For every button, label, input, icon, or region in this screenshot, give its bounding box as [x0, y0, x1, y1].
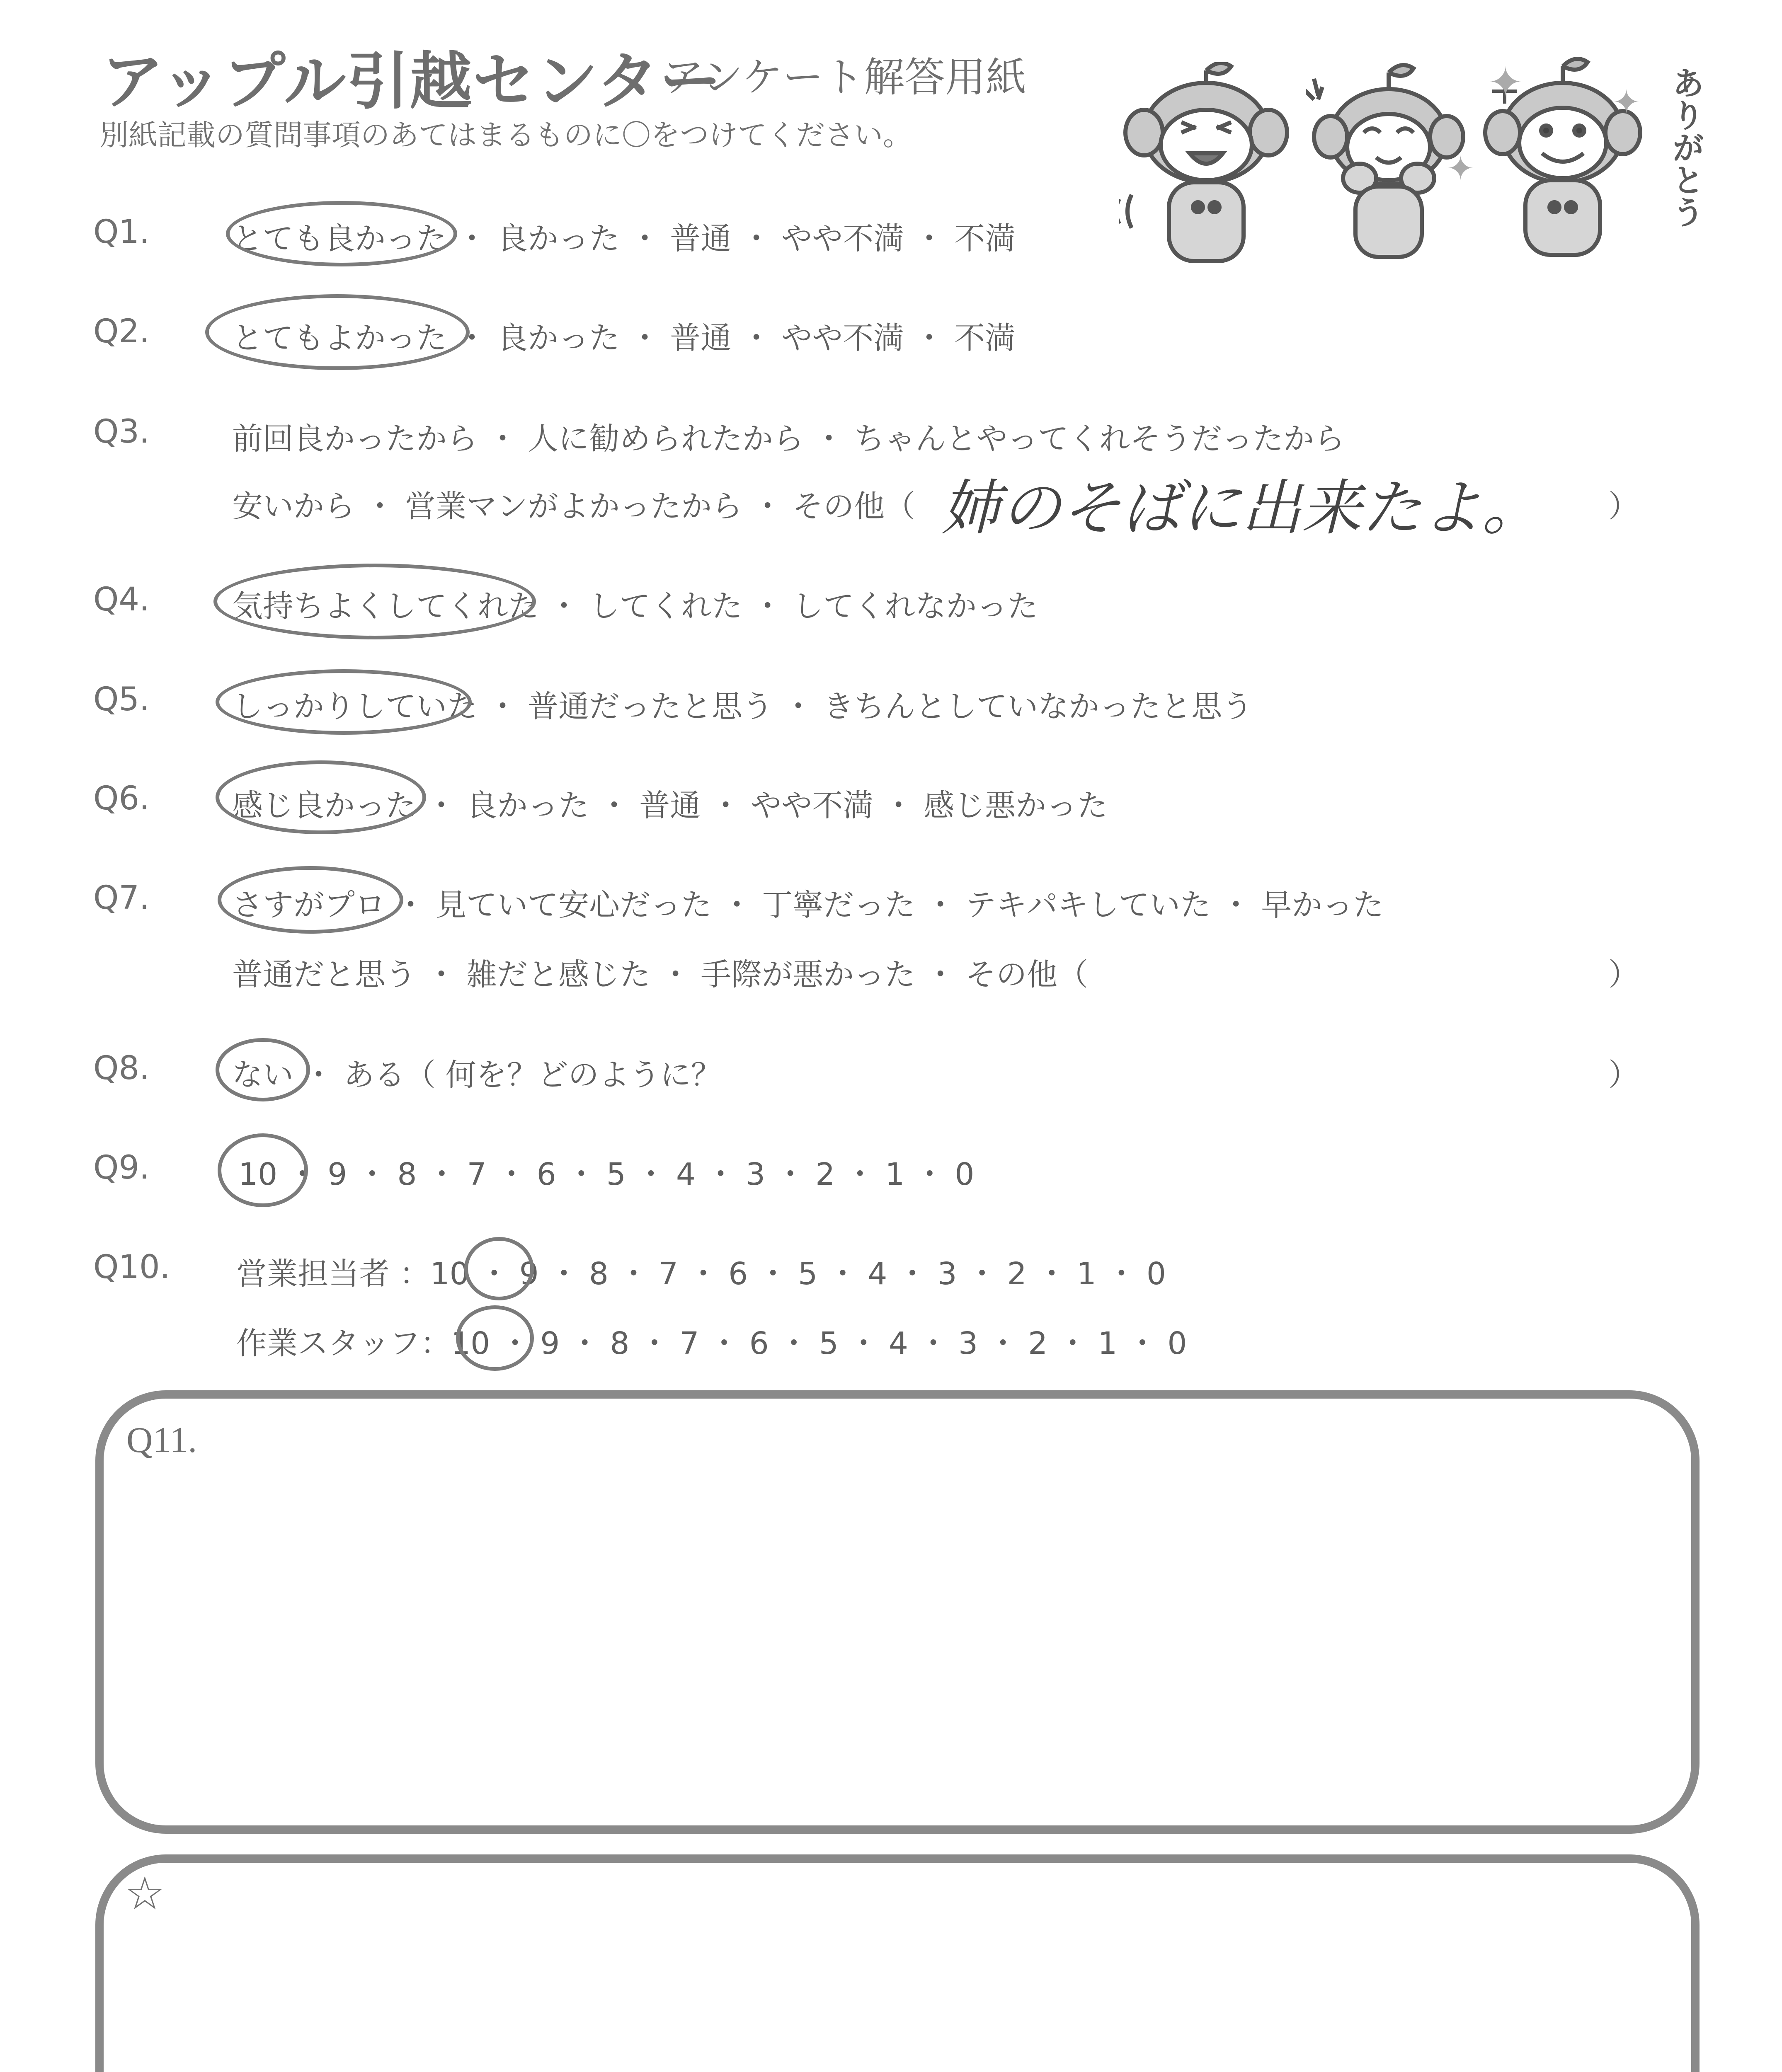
answer-circle: [218, 866, 403, 934]
closing-paren: ）: [1608, 957, 1639, 992]
thanks-text: ありがとう: [1667, 66, 1704, 228]
q11-label: Q11.: [126, 1420, 197, 1460]
handwritten-answer: 姉のそばに出来たよ。: [941, 473, 1542, 543]
question-label: Q1.: [93, 213, 150, 251]
question-options: 感じ良かった ・ 良かった ・ 普通 ・ やや不満 ・ 感じ悪かった: [232, 788, 1108, 823]
sparkle-icon: ✦: [1612, 83, 1641, 121]
question-label: Q5.: [93, 681, 150, 718]
answer-circle: [205, 294, 470, 370]
question-label: Q7.: [93, 879, 150, 917]
form-title: アンケート解答用紙: [663, 54, 1027, 101]
question-label: Q2.: [93, 313, 150, 350]
question-options: ない ・ ある（ 何を？どのように？: [232, 1057, 722, 1093]
question-options: 10 ・ 9 ・ 8 ・ 7 ・ 6 ・ 5 ・ 4 ・ 3 ・ 2 ・ 1 ・ 0: [238, 1157, 975, 1192]
question-label: Q3.: [93, 413, 150, 450]
closing-paren: ）: [1608, 489, 1639, 524]
question-label: Q8.: [93, 1050, 150, 1087]
question-options: とてもよかった ・ 良かった ・ 普通 ・ やや不満 ・ 不満: [232, 320, 1016, 356]
answer-circle: [218, 1133, 308, 1207]
instruction-text: 別紙記載の質問事項のあてはまるものに〇をつけてください。: [99, 118, 912, 152]
sparkle-icon: ✦: [1447, 149, 1475, 188]
answer-circle: [213, 564, 536, 639]
answer-circle: [226, 201, 457, 266]
answer-circle: [216, 760, 426, 834]
question-options: 作業スタッフ：10 ・ 9 ・ 8 ・ 7 ・ 6 ・ 5 ・ 4 ・ 3 ・ 2 ・ 1 ・ 0: [236, 1326, 1187, 1361]
question-options: 前回良かったから ・ 人に勧められたから ・ ちゃんとやってくれそうだったから: [232, 421, 1345, 457]
answer-circle: [216, 669, 472, 735]
monkey-illustration-laughing: [1119, 62, 1293, 278]
question-options: とても良かった ・ 良かった ・ 普通 ・ やや不満 ・ 不満: [232, 221, 1016, 257]
question-label: Q9.: [93, 1149, 150, 1186]
question-label: Q4.: [93, 581, 150, 618]
star-icon: ☆: [124, 1869, 165, 1919]
question-options: 営業担当者 ：10 ・ 9 ・ 8 ・ 7 ・ 6 ・ 5 ・ 4 ・ 3 ・ 2 ・ 1 ・ 0: [236, 1256, 1166, 1292]
question-options: さすがプロ ・ 見ていて安心だった ・ 丁寧だった ・ テキパキしていた ・ 早かった: [232, 887, 1384, 923]
answer-circle: [216, 1038, 310, 1101]
question-options: しっかりしていた ・ 普通だったと思う ・ きちんとしていなかったと思う: [232, 689, 1253, 724]
question-options: 普通だと思う ・ 雑だと感じた ・ 手際が悪かった ・ その他（: [232, 957, 1089, 992]
answer-circle: [456, 1305, 534, 1371]
closing-paren: ）: [1608, 1057, 1639, 1093]
question-options: 安いから ・ 営業マンがよかったから ・ その他（: [232, 489, 916, 524]
q11-comment-box[interactable]: [95, 1390, 1700, 1834]
free-comment-box[interactable]: [95, 1854, 1700, 2072]
sparkle-icon: ✦: [1488, 58, 1523, 107]
answer-circle: [464, 1237, 534, 1300]
question-options: 気持ちよくしてくれた ・ してくれた ・ してくれなかった: [232, 588, 1038, 624]
question-label: Q10.: [93, 1249, 170, 1286]
question-label: Q6.: [93, 780, 150, 817]
company-title: アップル引越センター: [102, 46, 722, 118]
